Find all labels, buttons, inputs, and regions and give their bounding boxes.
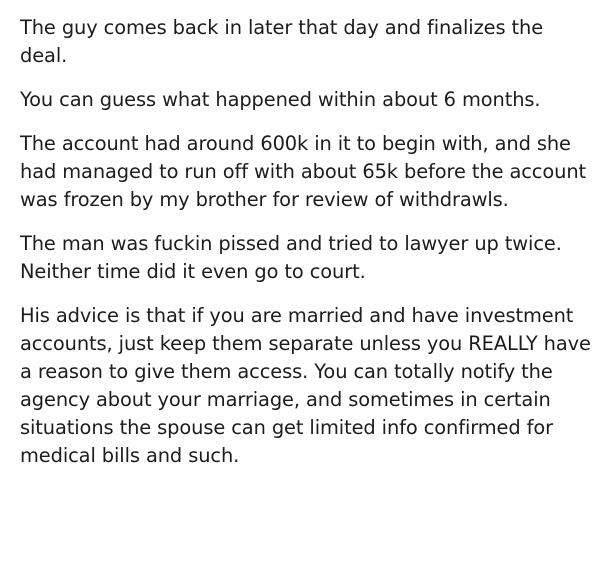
paragraph-2: You can guess what happened within about 6 months.	[20, 88, 541, 111]
paragraph-3: The account had around 600k in it to begin with, and she had managed to run off with about 65k before the account was frozen by my brother for review of withdrawls.	[20, 132, 587, 211]
post-body	[20, 14, 592, 470]
paragraph-4: The man was fuckin pissed and tried to lawyer up twice. Neither time did it even go to court.	[20, 232, 562, 283]
paragraph-5: His advice is that if you are married and have investment accounts, just keep them separate unless you REALLY have a reason to give them access. You can totally notify the agency about your marriage, and sometimes in certain situations the spouse can get limited info confirmed for medical bills and such.	[20, 304, 591, 467]
paragraph-1: The guy comes back in later that day and finalizes the deal.	[20, 16, 544, 67]
